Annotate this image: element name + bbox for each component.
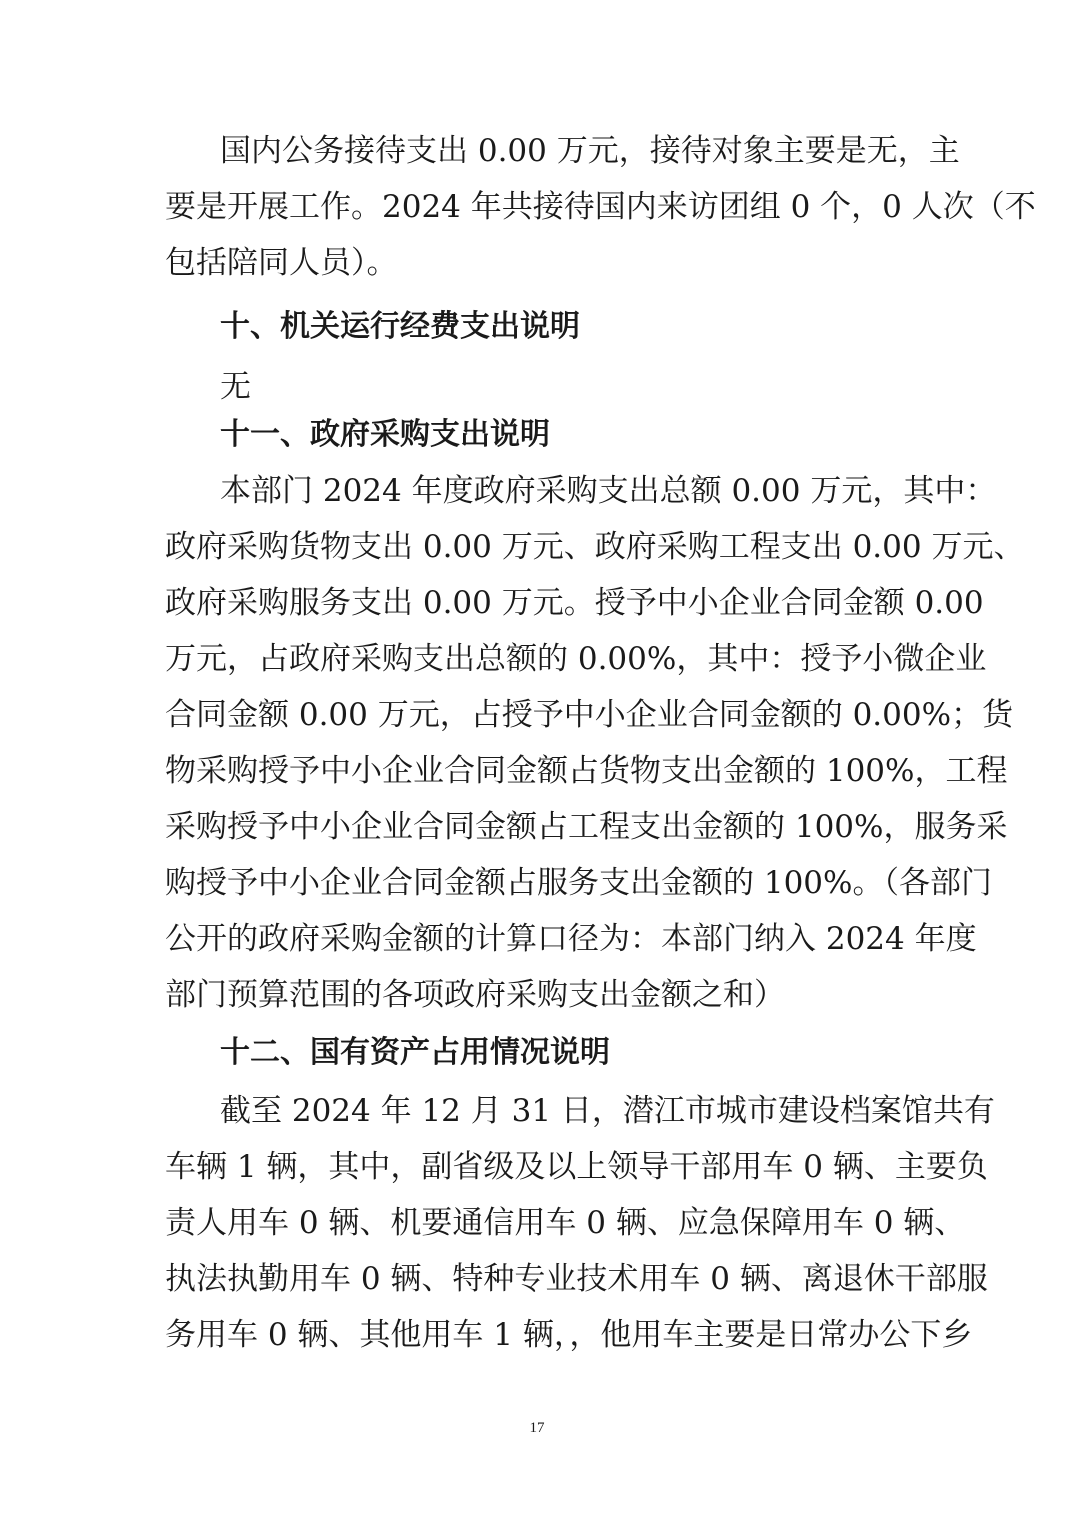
paragraph-line: 部门预算范围的各项政府采购支出金额之和） (165, 977, 785, 1013)
section-heading-x: 十、机关运行经费支出说明 (220, 309, 580, 344)
paragraph-line: 责人用车 0 辆、机要通信用车 0 辆、应急保障用车 0 辆、 (165, 1205, 966, 1241)
paragraph-line: 物采购授予中小企业合同金额占货物支出金额的 100%，工程 (165, 753, 1008, 789)
paragraph-line: 政府采购服务支出 0.00 万元。授予中小企业合同金额 0.00 (165, 585, 984, 621)
section-heading-xii: 十二、国有资产占用情况说明 (220, 1035, 610, 1070)
paragraph-line: 执法执勤用车 0 辆、特种专业技术用车 0 辆、离退休干部服 (165, 1261, 988, 1297)
paragraph-line: 截至 2024 年 12 月 31 日，潜江市城市建设档案馆共有 (220, 1093, 995, 1129)
paragraph-line: 车辆 1 辆，其中，副省级及以上领导干部用车 0 辆、主要负 (165, 1149, 988, 1185)
paragraph-line: 政府采购货物支出 0.00 万元、政府采购工程支出 0.00 万元、 (165, 529, 1025, 565)
page-number: 17 (529, 1420, 545, 1436)
section-heading-xi: 十一、政府采购支出说明 (220, 417, 550, 452)
paragraph-line: 购授予中小企业合同金额占服务支出金额的 100%。（各部门 (165, 865, 992, 901)
paragraph-line: 公开的政府采购金额的计算口径为：本部门纳入 2024 年度 (165, 921, 977, 957)
paragraph-line: 国内公务接待支出 0.00 万元，接待对象主要是无，主 (220, 133, 960, 169)
paragraph-line: 无 (220, 369, 251, 405)
paragraph-line: 采购授予中小企业合同金额占工程支出金额的 100%，服务采 (165, 809, 1008, 845)
paragraph-line: 务用车 0 辆、其他用车 1 辆，，他用车主要是日常办公下乡 (165, 1317, 973, 1353)
paragraph-line: 要是开展工作。2024 年共接待国内来访团组 0 个，0 人次（不 (165, 189, 1036, 225)
paragraph-line: 包括陪同人员）。 (165, 245, 398, 281)
paragraph-line: 万元，占政府采购支出总额的 0.00%，其中：授予小微企业 (165, 641, 987, 677)
paragraph-line: 本部门 2024 年度政府采购支出总额 0.00 万元，其中： (220, 473, 997, 509)
paragraph-line: 合同金额 0.00 万元，占授予中小企业合同金额的 0.00%；货 (165, 697, 1014, 733)
